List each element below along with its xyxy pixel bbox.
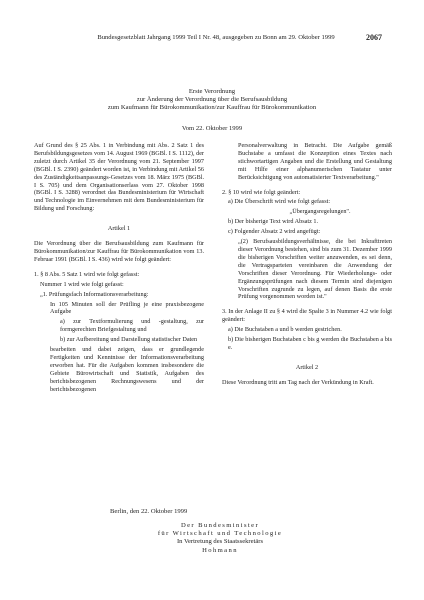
title-line-2: zur Änderung der Verordnung über die Berufsausbildung xyxy=(136,96,288,103)
item-1: 1. § 8 Abs. 5 Satz 1 wird wie folgt gefasst: xyxy=(34,270,140,278)
signatory-line-2: für Wirtschaft und Technologie xyxy=(157,530,283,538)
item-3: 3. In der Anlage II zu § 4 wird die Spalte 3 in Nummer 4.2 wie folgt geändert: xyxy=(222,308,392,324)
item-3-a: a) Die Buchstaben a und b werden gestrichen. xyxy=(228,326,342,334)
quote-1-text: In 105 Minuten soll der Prüfling je eine praxisbezogene Aufgabe xyxy=(50,300,204,316)
quote-tail: bearbeiten und dabei zeigen, dass er grundlegende Fertigkeiten und Kenntnisse der Informationsverarbeitung erworben hat. Für die Aufgaben kommen insbesondere die Gebiete Bürowirtschaft und Statistik, Aufgaben des berichtsbezogenen Rechnungswesens und der berichtsbezogenen xyxy=(50,346,204,393)
item-3-b: b) Die bisherigen Buchstaben c bis g werden die Buchstaben a bis e. xyxy=(228,336,392,351)
item-2-a-text: „Übergangsregelungen". xyxy=(289,208,351,216)
quote-b: b) zur Aufbereitung und Darstellung statistischer Daten xyxy=(60,336,198,344)
item-2: 2. § 10 wird wie folgt geändert: xyxy=(222,188,301,196)
item-2-c: c) Folgender Absatz 2 wird angefügt: xyxy=(228,228,321,236)
place-and-date: Berlin, den 22. Oktober 1999 xyxy=(110,508,188,515)
article-2-heading: Artikel 2 xyxy=(295,363,319,371)
left-column xyxy=(34,142,204,395)
item-2-a: a) Die Überschrift wird wie folgt gefasst: xyxy=(228,198,331,206)
quote-a: a) zur Textformulierung und -gestaltung, zur formgerechten Briefgestaltung und xyxy=(60,318,204,334)
title-line-1: Erste Verordnung xyxy=(188,88,236,95)
page-number: 2067 xyxy=(366,33,382,42)
signatory xyxy=(120,522,320,555)
right-column xyxy=(222,142,392,389)
document-title xyxy=(60,88,364,112)
document-date: Vom 22. Oktober 1999 xyxy=(181,125,243,132)
article-2-text: Diese Verordnung tritt am Tag nach der Verkündung in Kraft. xyxy=(222,378,374,386)
signatory-name: Hohmann xyxy=(202,546,238,554)
intro-paragraph: Auf Grund des § 25 Abs. 1 in Verbindung mit Abs. 2 Satz 1 des Berufsbildungsgesetzes vom 14. August 1969 (BGBl. I S. 1112), der zuletzt durch Artikel 35 der Verordnung vom 21. September 1997 (BGBl. I S. 2390) geändert worden ist, in Verbindung mit Artikel 56 des Zuständigkeitsanpassungs-Gesetzes vom 18. März 1975 (BGBl. I S. 705) und dem Organisationserlass vom 27. Oktober 1998 (BGBl. I S. 3288) verordnet das Bundesministerium für Wirtschaft und Technologie im Einvernehmen mit dem Bundesministerium für Bildung und Forschung: xyxy=(34,142,204,213)
article-1-text: Die Verordnung über die Berufsausbildung zum Kaufmann für Bürokommunikation/zur Kauffrau für Bürokommunikation vom 13. Februar 1991 (BGBl. I S. 436) wird wie folgt geändert: xyxy=(34,240,204,263)
running-header: Bundesgesetzblatt Jahrgang 1999 Teil I Nr. 48, ausgegeben zu Bonn am 29. Oktober 1999 xyxy=(97,34,335,41)
signatory-line-1: Der Bundesminister xyxy=(180,522,260,529)
article-1-heading: Artikel 1 xyxy=(107,225,131,233)
signatory-line-3: In Vertretung des Staatssekretärs xyxy=(176,538,264,546)
quote-1-heading: „1. Prüfungsfach Informationsverarbeitung: xyxy=(40,290,149,298)
item-2-c-text: „(2) Berufsausbildungsverhältnisse, die bei Inkrafttreten dieser Verordnung bestehen, sind bis zum 31. Dezember 1999 die bisherigen Vorschriften weiter anzuwenden, es sei denn, die Vertragsparteien vereinbaren die Anwendung der Vorschriften dieser Verordnung. Für Wiederholungs- oder Ergänzungsprüfungen nach diesem Termin sind diejenigen Vorschriften zugrunde zu legen, auf denen Basis die erste Prüfung vorgenommen worden ist." xyxy=(238,238,392,301)
item-1-sub: Nummer 1 wird wie folgt gefasst: xyxy=(40,280,124,288)
item-2-b: b) Der bisherige Text wird Absatz 1. xyxy=(228,218,319,226)
continued-text: Personalverwaltung in Betracht. Die Aufgabe gemäß Buchstabe a umfasst die Konzeption eines Textes nach stichwortartigen Angaben und die Erstellung und Gestaltung mit Hilfe einer alphanumerischen Tastatur unter Berücksichtigung von automatisierter Textverarbeitung." xyxy=(238,142,392,181)
title-line-3: zum Kaufmann für Bürokommunikation/zur Kauffrau für Bürokommunikation xyxy=(107,104,317,111)
